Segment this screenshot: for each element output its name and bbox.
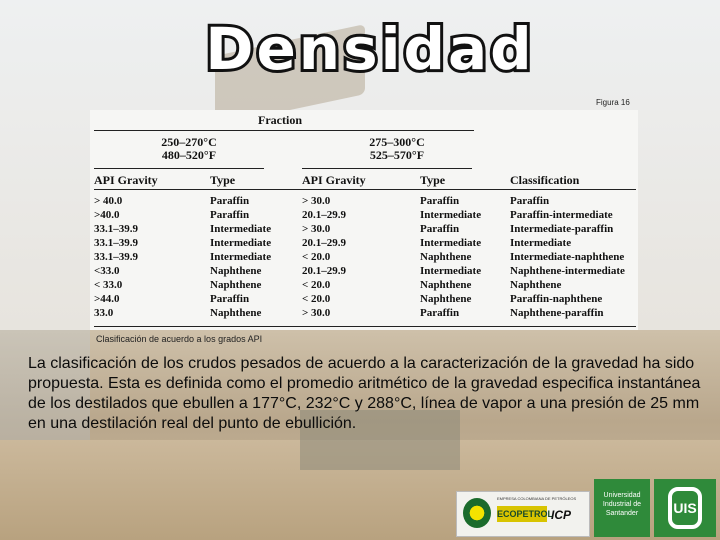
cell-api-gravity-2: 20.1–29.9 (302, 265, 346, 277)
cell-classification: Intermediate-paraffin (510, 223, 614, 235)
cell-type-1: Intermediate (210, 223, 272, 235)
cell-type-1: Intermediate (210, 251, 272, 263)
table-rule-left (94, 168, 264, 169)
cell-api-gravity-1: 33.1–39.9 (94, 223, 138, 235)
header-classification: Classification (510, 173, 580, 187)
cell-api-gravity-2: > 30.0 (302, 307, 331, 319)
cell-classification: Paraffin (510, 195, 550, 207)
cell-classification: Naphthene-intermediate (510, 265, 625, 277)
fraction1-celsius: 250–270°C (161, 135, 217, 149)
cell-type-1: Naphthene (210, 265, 262, 277)
cell-api-gravity-2: 20.1–29.9 (302, 209, 346, 221)
uis-logo (654, 479, 716, 537)
ecopetrol-small-text: EMPRESA COLOMBIANA DE PETRÓLEOS (497, 496, 577, 501)
figure-label: Figura 16 (596, 98, 630, 107)
cell-classification: Naphthene (510, 279, 562, 291)
header-type-1: Type (210, 173, 236, 187)
ecopetrol-emblem (463, 498, 491, 528)
cell-api-gravity-1: 33.0 (94, 307, 114, 319)
figure-caption: Clasificación de acuerdo a los grados API (96, 334, 263, 344)
cell-type-2: Naphthene (420, 251, 472, 263)
uis-mark: UIS (668, 487, 702, 529)
fraction2-fahrenheit: 525–570°F (369, 148, 425, 162)
cell-api-gravity-2: < 20.0 (302, 251, 331, 263)
uis-name-block: Universidad Industrial de Santander (594, 479, 650, 537)
cell-type-1: Intermediate (210, 237, 272, 249)
header-type-2: Type (420, 173, 446, 187)
table-rule-bottom (94, 326, 636, 327)
body-paragraph: La clasificación de los crudos pesados de acuerdo a la caracterización de la gravedad ha sido propuesta. Esta es definida como el promedio aritmético de la gravedad especifica instantánea de los destilados que ebullen a 177°C, 232°C y 288°C, línea de vapor a una presión de 25 mm en una destilación real del punto de ebullición. (28, 355, 701, 432)
cell-api-gravity-1: <33.0 (94, 265, 120, 277)
cell-type-1: Paraffin (210, 209, 250, 221)
header-api-gravity-2: API Gravity (302, 173, 366, 187)
cell-api-gravity-1: >44.0 (94, 293, 120, 305)
icp-wordmark: ICP (551, 508, 572, 522)
cell-classification: Paraffin-intermediate (510, 209, 613, 221)
cell-type-1: Paraffin (210, 293, 250, 305)
cell-classification: Naphthene-paraffin (510, 307, 604, 319)
cell-type-1: Naphthene (210, 307, 262, 319)
table-rule-right (302, 168, 472, 169)
cell-classification: Intermediate (510, 237, 572, 249)
cell-type-2: Intermediate (420, 237, 482, 249)
cell-type-2: Naphthene (420, 293, 472, 305)
fraction2-celsius: 275–300°C (369, 135, 425, 149)
table-rule-header (94, 189, 636, 190)
footer-logos (448, 477, 720, 540)
title-text: Densidad (205, 15, 535, 80)
cell-type-1: Naphthene (210, 279, 262, 291)
ecopetrol-wordmark: ECOPETROL (497, 506, 547, 522)
fraction2-temp (352, 136, 442, 162)
fraction1-temp (144, 136, 234, 162)
cell-api-gravity-2: < 20.0 (302, 293, 331, 305)
cell-type-2: Intermediate (420, 209, 482, 221)
cell-classification: Intermediate-naphthene (510, 251, 625, 263)
cell-api-gravity-2: < 20.0 (302, 279, 331, 291)
cell-api-gravity-2: > 30.0 (302, 195, 331, 207)
slide-title (200, 14, 540, 80)
api-classification-table (90, 110, 638, 330)
fraction-header: Fraction (258, 113, 302, 127)
cell-api-gravity-1: 33.1–39.9 (94, 251, 138, 263)
cell-type-2: Paraffin (420, 223, 460, 235)
ecopetrol-logo (456, 491, 590, 537)
cell-api-gravity-2: 20.1–29.9 (302, 237, 346, 249)
cell-type-2: Intermediate (420, 265, 482, 277)
cell-type-1: Paraffin (210, 195, 250, 207)
cell-classification: Paraffin-naphthene (510, 293, 603, 305)
cell-api-gravity-1: 33.1–39.9 (94, 237, 138, 249)
cell-type-2: Paraffin (420, 307, 460, 319)
cell-api-gravity-1: < 33.0 (94, 279, 123, 291)
table-rule-top (94, 130, 474, 131)
cell-type-2: Paraffin (420, 195, 460, 207)
cell-api-gravity-1: >40.0 (94, 209, 120, 221)
fraction1-fahrenheit: 480–520°F (161, 148, 217, 162)
cell-api-gravity-1: > 40.0 (94, 195, 123, 207)
cell-type-2: Naphthene (420, 279, 472, 291)
header-api-gravity-1: API Gravity (94, 173, 158, 187)
cell-api-gravity-2: > 30.0 (302, 223, 331, 235)
